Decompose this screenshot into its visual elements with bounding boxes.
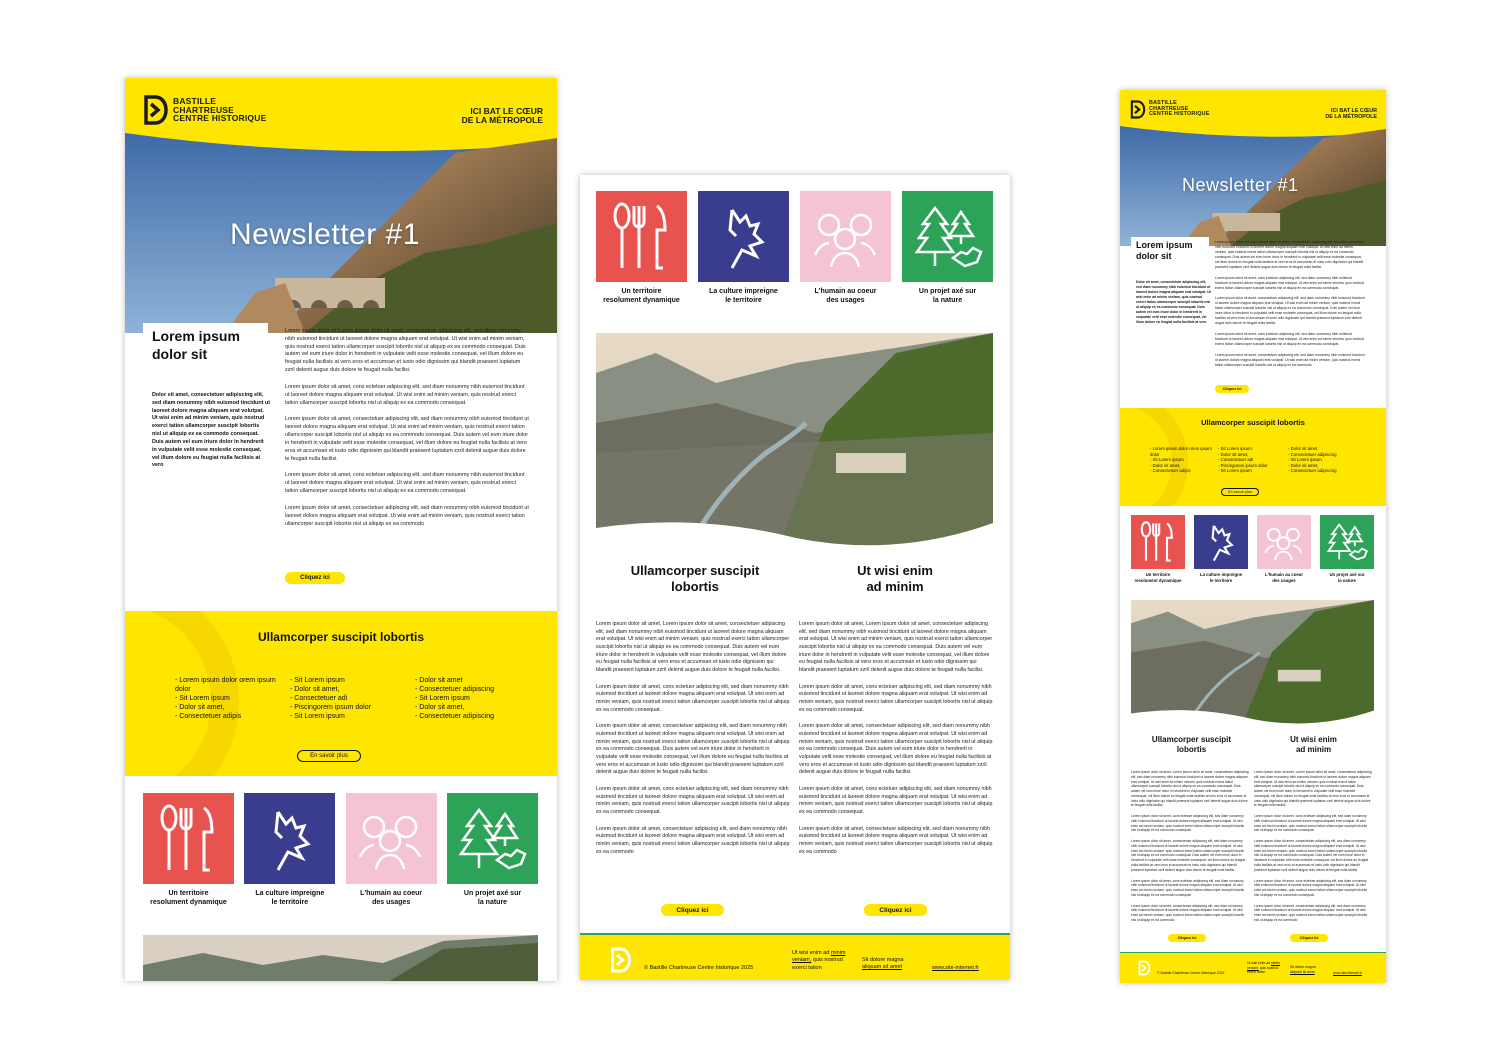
icon-label: Un projet axé sur <box>918 288 977 295</box>
list-item: - Sit Lorem ipsum <box>290 676 415 685</box>
list-item: - Consectetuer adipiscing <box>1288 452 1352 458</box>
people-icon <box>811 207 881 267</box>
list-item: - Dolor sit amet, <box>290 685 415 694</box>
left-cta-button[interactable]: Cliquez ici <box>661 904 724 916</box>
icon-card <box>1131 515 1185 583</box>
slogan-bold2: MÉTROPOLE <box>489 115 543 126</box>
intro-body <box>1215 240 1365 374</box>
cutlery-icon <box>159 804 219 874</box>
list-item: - Sit Lorem ipsum <box>1218 468 1288 474</box>
intro-body <box>285 328 530 537</box>
intro-paragraph: Lorem ipsum dolor sit amet, cons ectetuer adipiscing elit, sed diam nonummy nibh euismod tincidunt ut laoreet dolore magna aliquam erat volutpat. Ut wisi enim ad minim veniam, quis nostrud exerci tation ullamcorper suscipit lobortis nisl ut aliquip ex ea commodo consequat. <box>285 383 525 406</box>
list-item: - Sit Lorem ipsum <box>415 694 515 703</box>
right-heading-line2: ad minim <box>1295 745 1332 754</box>
body-paragraph: Lorem ipsum dolor sit amet, consectetuer adipiscing elit, sed diam nonummy nibh euismod tincidunt ut laoreet dolore magna aliquam erat volutpat. Ut wisi enim ad minim veniam, quis nostrud exerci tation ullamcorper suscipit lobortis nisl ut aliquip ex ea commodo <box>799 825 993 855</box>
body-paragraph: Lorem ipsum dolor sit amet, cons ectetuer adipiscing elit, sed diam nonummy nibh euismod tincidunt ut laoreet dolore magna aliquam erat volutpat. Ut wisi enim ad minim veniam, quis nostrud exerci tation ullamcorper suscipit lobortis nisl ut aliquip ex ea commodo consequat. <box>596 683 790 713</box>
hero-title: Newsletter #1 <box>1182 175 1299 195</box>
right-column-body <box>1254 770 1372 929</box>
valley-photo <box>596 333 993 553</box>
list-item: - Consectetuer adipiscing <box>1288 468 1352 474</box>
wolf-icon <box>714 202 774 272</box>
body-paragraph: Lorem ipsum dolor sit amet, cons ectetuer adipiscing elit, sed diam nonummy nibh euismod tincidunt ut laoreet dolore magna aliquam erat volutpat. Ut wisi enim ad minim veniam, quis nostrud exerci tation ullamcorper suscipit lobortis nisl ut aliquip ex ea commodo consequat. <box>1131 878 1245 897</box>
valley-photo <box>143 935 538 981</box>
intro-paragraph: Lorem ipsum dolor sit amet, consectetuer adipiscing elit, sed diam nonummy nibh euismod tincidunt ut laoreet dolore magna aliquam erat volutpat. Ut wisi enim ad minim veniam, quis nostrud exerci tation ullamcorper suscipit lobortis nisl ut aliquip ex ea commodo <box>1215 352 1365 367</box>
brand-line3: CENTRE HISTORIQUE <box>173 113 267 124</box>
list-item: - Consectetuer adipiscing <box>415 712 515 721</box>
intro-heading-line1: Lorem ipsum <box>1136 240 1193 250</box>
brand-logo <box>1130 100 1210 119</box>
icon-card <box>1257 515 1311 583</box>
footer-link[interactable]: aliquam sit amet <box>862 964 903 971</box>
footer-text: Sit dolore magna <box>1290 965 1316 969</box>
icon-card <box>447 793 538 907</box>
list-item: - Consectetuer adi <box>290 694 415 703</box>
yellow-lists <box>1150 446 1352 474</box>
icon-label: Un territoire <box>1145 572 1171 577</box>
learn-more-button[interactable]: En savoir plus <box>1221 488 1259 496</box>
footer-text: exerci tation <box>1247 970 1266 975</box>
intro-lead: Dolor sit amet, consectetuer adipiscing elit, sed diam nonummy nibh euismod tincidunt ut laoreet dolore magna aliquam erat volutpat. Ut wisi enim ad minim veniam, quis nostrud exerci tation ullamcorper suscipit lobortis nisl ut aliquip ex ea commodo consequat. Duis autem vel eum iriure dolor in hendrerit in vulputate velit esse molestie consequat, vel illum dolore eu feugiat nulla facilisis at vero <box>152 392 270 469</box>
trees-icon <box>1326 521 1368 563</box>
slogan-bold1: CŒUR <box>1359 108 1377 114</box>
footer-logo-icon <box>610 947 632 973</box>
icon-label: le territoire <box>271 899 309 907</box>
footer-link2[interactable] <box>862 957 904 972</box>
brand-logo <box>143 95 266 125</box>
slogan-bold1: CŒUR <box>516 106 543 116</box>
icon-label: des usages <box>372 899 411 907</box>
icon-card <box>698 191 789 305</box>
slogan <box>1325 109 1377 121</box>
intro-paragraph: Lorem ipsum dolor sit amet, consectetuer adipiscing elit, sed diam nonummy nibh euismod tincidunt ut laoreet dolore magna aliquam erat volutpat. Ut wisi enim ad minim veniam, quis nostrud exerci tation ullamcorper suscipit lobortis nisl ut aliquip ex ea commodo <box>285 504 529 527</box>
icon-card <box>902 191 993 305</box>
footer-link[interactable]: minim <box>830 950 846 956</box>
right-column-heading <box>796 563 994 596</box>
right-cta-button[interactable]: Cliquez ici <box>864 904 927 916</box>
hero-image <box>125 133 557 333</box>
icon-label: le territoire <box>1209 577 1233 583</box>
body-paragraph: Lorem ipsum dolor sit amet, cons ectetuer adipiscing elit, sed diam nonummy nibh euismod tincidunt ut laoreet dolore magna aliquam erat volutpat. Ut wisi enim ad minim veniam, quis nostrud exerci tation ullamcorper suscipit lobortis nisl ut aliquip ex ea commodo consequat. <box>596 786 790 816</box>
newsletter-desktop-preview <box>125 78 557 981</box>
slogan-bold2: MÉTROPOLE <box>1342 113 1377 120</box>
footer-link[interactable]: veniam, <box>792 957 812 964</box>
slogan-line1: ICI BAT LE <box>470 106 514 116</box>
brand-line2: CHARTREUSE <box>1149 105 1189 112</box>
intro-heading <box>152 328 240 363</box>
left-column-heading <box>596 563 794 596</box>
icon-label: resolument dynamique <box>150 899 227 907</box>
hero-title: Newsletter #1 <box>230 218 420 251</box>
icon-label: des usages <box>1272 577 1296 583</box>
body-paragraph: Lorem ipsum dolor sit amet, cons ectetuer adipiscing elit, sed diam nonummy nibh euismod tincidunt ut laoreet dolore magna aliquam erat volutpat. Ut wisi enim ad minim veniam, quis nostrud exerci tation ullamcorper suscipit lobortis nisl ut aliquip ex ea commodo consequat. <box>1131 814 1245 833</box>
body-paragraph: Lorem ipsum dolor sit amet, consectetuer adipiscing elit, sed diam nonummy nibh euismod tincidunt ut laoreet dolore magna aliquam erat volutpat. Ut wisi enim ad minim veniam, quis nostrud exerci tation ullamcorper suscipit lobortis nisl ut aliquip ex ea commodo consequat. Duis autem vel eum iriure dolor in hendrerit in vulputate velit esse molestie consequat, vel illum dolore eu feugiat nulla facilisis at vero eros et accumsan et iusto odio dignissim qui blandit praesent luptatum zzril delenit augue duis dolore te feugait nulla facilisi. <box>799 723 993 776</box>
brand-line1: BASTILLE <box>173 95 217 106</box>
icon-label: le territoire <box>725 297 762 305</box>
list-item: - Piscingorem ipsum dolor <box>1218 463 1288 469</box>
icon-card <box>596 191 687 305</box>
icon-label: La culture impreigne <box>1199 572 1243 577</box>
left-column-body <box>1131 770 1249 929</box>
footer-text: quis nostrud <box>1259 965 1279 970</box>
icon-label: Un territoire <box>621 288 662 295</box>
body-paragraph: Lorem ipsum dolor sit amet, consectetuer adipiscing elit, sed diam nonummy nibh euismod tincidunt ut laoreet dolore magna aliquam erat volutpat. Ut wisi enim ad minim veniam, quis nostrud exerci tation ullamcorper suscipit lobortis nisl ut aliquip ex ea commodo consequat. Duis autem vel eum iriure dolor in hendrerit in vulputate velit esse molestie consequat, vel illum dolore eu feugiat nulla facilisis at vero eros et accumsan et iusto odio dignissim qui blandit praesent luptatum zzril delenit augue duis dolore te feugait nulla facilisi. <box>1254 839 1368 872</box>
list-col2 <box>290 676 415 721</box>
intro-heading-line2: dolor sit <box>152 345 208 362</box>
footer-link2[interactable] <box>1290 965 1316 974</box>
people-icon <box>356 809 426 869</box>
icon-row <box>143 793 538 907</box>
footer-text: Ut wisi enim ad <box>792 950 830 956</box>
icon-label: La culture impreigne <box>709 288 778 295</box>
intro-heading-line1: Lorem ipsum <box>152 328 240 344</box>
intro-paragraph: Lorem ipsum dolor sit amet, cons ectetuer adipiscing elit, sed diam nonummy nibh euismod tincidunt ut laoreet dolore magna aliquam erat volutpat. Ut wisi enim ad minim veniam, quis nostrud exerci tation ullamcorper suscipit lobortis nisl ut aliquip ex ea commodo consequat. <box>1215 275 1364 290</box>
footer-link1[interactable] <box>792 950 846 972</box>
body-paragraph: Lorem ipsum dolor sit amet, Lorem ipsum dolor sit amet, consectetuer adipiscing elit, sed diam nonummy nibh euismod tincidunt ut laoreet dolore magna aliquam erat volutpat. Ut wisi enim ad minim veniam, quis nostrud exerci tation ullamcorper suscipit lobortis nisl ut aliquip ex ea commodo consequat. Duis autem vel eum iriure dolor in hendrerit in vulputate velit esse molestie consequat, vel illum dolore eu feugiat nulla facilisis at vero eros et accumsan et iusto odio dignissim qui blandit praesent luptatum zzril delenit augue duis dolore te feugait nulla facilisi. <box>1254 770 1372 808</box>
icon-card <box>244 793 335 907</box>
people-icon <box>1263 524 1305 560</box>
right-heading-line1: Ut wisi enim <box>857 563 933 578</box>
icon-card <box>800 191 891 305</box>
icon-card <box>1320 515 1374 583</box>
body-paragraph: Lorem ipsum dolor sit amet, cons ectetuer adipiscing elit, sed diam nonummy nibh euismod tincidunt ut laoreet dolore magna aliquam erat volutpat. Ut wisi enim ad minim veniam, quis nostrud exerci tation ullamcorper suscipit lobortis nisl ut aliquip ex ea commodo consequat. <box>799 786 993 816</box>
list-item: - Sit Lorem ipsum <box>1218 446 1288 452</box>
footer-link1[interactable] <box>1247 961 1280 975</box>
list-item: - Lorem ipsum dolor orem ipsum dolor <box>175 676 285 694</box>
intro-paragraph: Lorem ipsum dolor sit amet, consectetuer adipiscing elit, sed diam nonummy nibh euismod tincidunt ut laoreet dolore magna aliquam erat volutpat. Ut wisi enim ad minim veniam, quis nostrud exerci tation ullamcorper suscipit lobortis nisl ut aliquip ex ea commodo consequat. Duis autem vel eum iriure dolor in hendrerit in vulputate velit esse molestie consequat, vel illum dolore eu feugiat nulla facilisis at vero eros et accumsan et iusto odio dignissim qui blandit praesent luptatum zzril delenit augue duis dolore te feugait nulla facilisi. <box>285 416 529 462</box>
icon-row <box>596 191 993 305</box>
cutlery-icon <box>612 202 672 272</box>
footer-link[interactable]: aliquam sit amet <box>1290 969 1315 974</box>
slogan-line1: ICI BAT LE <box>1330 108 1359 114</box>
body-paragraph: Lorem ipsum dolor sit amet, consectetuer adipiscing elit, sed diam nonummy nibh euismod tincidunt ut laoreet dolore magna aliquam erat volutpat. Ut wisi enim ad minim veniam, quis nostrud exerci tation ullamcorper suscipit lobortis nisl ut aliquip ex ea commodo <box>1254 903 1368 922</box>
right-cta-button[interactable]: Cliquez ici <box>1290 934 1328 942</box>
list-item: - Dolor sit amet, <box>1218 452 1288 458</box>
footer-copyright: © Bastille Chartreuse Centre historique 2025 <box>1157 971 1225 975</box>
footer-website-link[interactable]: www.site-internet.fr <box>1333 971 1362 975</box>
icon-card <box>1194 515 1248 583</box>
icon-label: des usages <box>826 297 865 305</box>
body-paragraph: Lorem ipsum dolor sit amet, cons ectetuer adipiscing elit, sed diam nonummy nibh euismod tincidunt ut laoreet dolore magna aliquam erat volutpat. Ut wisi enim ad minim veniam, quis nostrud exerci tation ullamcorper suscipit lobortis nisl ut aliquip ex ea commodo consequat. <box>799 683 993 713</box>
list-col3 <box>415 676 515 721</box>
list-item: - Sit Lorem ipsum <box>290 712 415 721</box>
body-paragraph: Lorem ipsum dolor sit amet, consectetuer adipiscing elit, sed diam nonummy nibh euismod tincidunt ut laoreet dolore magna aliquam erat volutpat. Ut wisi enim ad minim veniam, quis nostrud exerci tation ullamcorper suscipit lobortis nisl ut aliquip ex ea commodo <box>1131 903 1245 922</box>
valley-illustration <box>1131 600 1374 728</box>
right-column-body <box>799 621 993 865</box>
footer-text: Sit dolore magna <box>862 957 904 963</box>
yellow-lists <box>175 676 515 721</box>
icon-label: L'humain au coeur <box>360 890 423 897</box>
right-column-heading <box>1253 735 1374 755</box>
valley-illustration <box>143 935 538 981</box>
brand-line3: CENTRE HISTORIQUE <box>1149 111 1210 118</box>
slogan <box>462 107 543 126</box>
brand-line2: CHARTREUSE <box>173 104 235 115</box>
footer-text: quis nostrud <box>812 957 843 964</box>
trees-icon <box>913 202 983 272</box>
footer-text: Ut wisi enim ad <box>1247 961 1270 965</box>
body-paragraph: Lorem ipsum dolor sit amet, cons ectetuer adipiscing elit, sed diam nonummy nibh euismod tincidunt ut laoreet dolore magna aliquam erat volutpat. Ut wisi enim ad minim veniam, quis nostrud exerci tation ullamcorper suscipit lobortis nisl ut aliquip ex ea commodo consequat. <box>1254 814 1368 833</box>
intro-paragraph: Lorem ipsum dolor sit Lorem ipsum dolor sit amet, consectetuer adipiscing elit, sed diam nonummy nibh euismod tincidunt ut laoreet dolore magna aliquam erat volutpat. Ut wisi enim ad minim veniam, quis nostrud exerci tation ullamcorper suscipit lobortis nisl ut aliquip ex ea commodo consequat. Duis autem vel eum iriure dolor in hendrerit in vulputate velit esse molestie consequat, vel illum dolore eu feugiat nulla facilisis at vero eros et accumsan et iusto odio dignissim qui blandit praesent luptatum zzril delenit augue duis dolore te feugait nulla facilisi. <box>285 328 526 374</box>
intro-paragraph: Lorem ipsum dolor sit amet, cons ectetuer adipiscing elit, sed diam nonummy nibh euismod tincidunt ut laoreet dolore magna aliquam erat volutpat. Ut wisi enim ad minim veniam, quis nostrud exerci tation ullamcorper suscipit lobortis nisl ut aliquip ex ea commodo consequat. <box>285 472 525 495</box>
intro-heading-line2: dolor sit <box>1136 251 1172 262</box>
learn-more-button[interactable]: En savoir plus <box>297 750 361 762</box>
list-item: - Sit Lorem ipsum <box>175 694 285 703</box>
list-item: - Lorem ipsum dolor orem ipsum dolor <box>1150 446 1216 457</box>
yellow-heading: Ullamcorper suscipit lobortis <box>1201 418 1305 427</box>
intro-paragraph: Lorem ipsum dolor sit amet, consectetuer adipiscing elit, sed diam nonummy nibh euismod tincidunt ut laoreet dolore magna aliquam erat volutpat. Ut wisi enim ad minim veniam, quis nostrud exerci tation ullamcorper suscipit lobortis nisl ut aliquip ex ea commodo consequat. Duis autem vel eum iriure dolor in hendrerit in vulputate velit esse molestie consequat, vel illum dolore eu feugiat nulla facilisis at vero eros et accumsan et iusto odio dignissim qui blandit praesent luptatum zzril delenit augue duis dolore te feugait nulla facilisi. <box>1215 296 1365 326</box>
list-item: - Piscingorem ipsum dolor <box>290 703 415 712</box>
icon-label: Un projet axé sur <box>1329 572 1365 577</box>
logo-icon <box>143 95 169 125</box>
icon-label: resolument dynamique <box>1134 577 1182 583</box>
list-item: - Sit Lorem ipsum <box>1288 457 1352 463</box>
right-heading-line2: ad minim <box>866 579 924 595</box>
trees-icon <box>457 804 527 874</box>
right-heading-line1: Ut wisi enim <box>1290 735 1337 744</box>
list-col2 <box>1218 446 1288 474</box>
brand-line1: BASTILLE <box>1149 99 1177 106</box>
icon-label: la nature <box>1338 577 1356 583</box>
icon-card <box>143 793 234 907</box>
footer-text: exerci tation <box>792 964 822 971</box>
left-cta-button[interactable]: Cliquez ici <box>1168 934 1206 942</box>
icon-label: Un projet axé sur <box>463 890 522 897</box>
left-heading-line1: Ullamcorper suscipit <box>1151 735 1232 744</box>
valley-illustration <box>596 333 993 553</box>
footer-link[interactable]: veniam, <box>1247 965 1259 970</box>
list-item: - Dolor sit amet, <box>175 703 285 712</box>
footer-link[interactable]: minim <box>1270 961 1280 965</box>
body-paragraph: Lorem ipsum dolor sit amet, consectetuer adipiscing elit, sed diam nonummy nibh euismod tincidunt ut laoreet dolore magna aliquam erat volutpat. Ut wisi enim ad minim veniam, quis nostrud exerci tation ullamcorper suscipit lobortis nisl ut aliquip ex ea commodo <box>596 825 790 855</box>
icon-label: resolument dynamique <box>603 297 680 305</box>
body-paragraph: Lorem ipsum dolor sit amet, Lorem ipsum dolor sit amet, consectetuer adipiscing elit, sed diam nonummy nibh euismod tincidunt ut laoreet dolore magna aliquam erat volutpat. Ut wisi enim ad minim veniam, quis nostrud exerci tation ullamcorper suscipit lobortis nisl ut aliquip ex ea commodo consequat. Duis autem vel eum iriure dolor in hendrerit in vulputate velit esse molestie consequat, vel illum dolore eu feugiat nulla facilisis at vero eros et accumsan et iusto odio dignissim qui blandit praesent luptatum zzril delenit augue duis dolore te feugait nulla facilisi. <box>1131 770 1249 808</box>
body-paragraph: Lorem ipsum dolor sit amet, consectetuer adipiscing elit, sed diam nonummy nibh euismod tincidunt ut laoreet dolore magna aliquam erat volutpat. Ut wisi enim ad minim veniam, quis nostrud exerci tation ullamcorper suscipit lobortis nisl ut aliquip ex ea commodo consequat. Duis autem vel eum iriure dolor in hendrerit in vulputate velit esse molestie consequat, vel illum dolore eu feugiat nulla facilisis at vero eros et accumsan et iusto odio dignissim qui blandit praesent luptatum zzril delenit augue duis dolore te feugait nulla facilisi. <box>596 723 790 776</box>
left-heading-line1: Ullamcorper suscipit <box>630 563 760 578</box>
icon-label: L'humain au coeur <box>1264 572 1304 577</box>
footer-logo-icon <box>1138 960 1151 976</box>
intro-heading <box>1136 240 1193 263</box>
icon-card <box>346 793 437 907</box>
left-column-heading <box>1131 735 1252 755</box>
intro-paragraph: Lorem ipsum dolor sit Lorem ipsum dolor sit amet, consectetuer adipiscing elit, sed diam nonummy nibh euismod tincidunt ut laoreet dolore magna aliquam erat volutpat. Ut wisi enim ad minim veniam, quis nostrud exerci tation ullamcorper suscipit lobortis nisl ut aliquip ex ea commodo consequat. Duis autem vel eum iriure dolor in hendrerit in vulputate velit esse molestie consequat, vel illum dolore eu feugiat nulla facilisis at vero eros et accumsan et iusto odio dignissim qui blandit praesent luptatum zzril delenit augue duis dolore te feugait nulla facilisi. <box>1215 240 1364 269</box>
intro-cta-button[interactable]: Cliquez ici <box>285 572 345 584</box>
valley-photo <box>1131 600 1374 728</box>
list-item: - Consectetuer adipis <box>175 712 285 721</box>
body-paragraph: Lorem ipsum dolor sit amet, consectetuer adipiscing elit, sed diam nonummy nibh euismod tincidunt ut laoreet dolore magna aliquam erat volutpat. Ut wisi enim ad minim veniam, quis nostrud exerci tation ullamcorper suscipit lobortis nisl ut aliquip ex ea commodo consequat. Duis autem vel eum iriure dolor in hendrerit in vulputate velit esse molestie consequat, vel illum dolore eu feugiat nulla facilisis at vero eros et accumsan et iusto odio dignissim qui blandit praesent luptatum zzril delenit augue duis dolore te feugait nulla facilisi. <box>1131 839 1245 872</box>
newsletter-desktop-preview-2 <box>580 175 1010 980</box>
icon-label: Un territoire <box>168 890 209 897</box>
left-column-body <box>596 621 790 865</box>
intro-paragraph: Lorem ipsum dolor sit amet, cons ectetuer adipiscing elit, sed diam nonummy nibh euismod tincidunt ut laoreet dolore magna aliquam erat volutpat. Ut wisi enim ad minim veniam, quis nostrud exerci tation ullamcorper suscipit lobortis nisl ut aliquip ex ea commodo consequat. <box>1215 332 1364 346</box>
icon-label: La culture impreigne <box>255 890 325 897</box>
body-paragraph: Lorem ipsum dolor sit amet, Lorem ipsum dolor sit amet, consectetuer adipiscing elit, sed diam nonummy nibh euismod tincidunt ut laoreet dolore magna aliquam erat volutpat. Ut wisi enim ad minim veniam, quis nostrud exerci tation ullamcorper suscipit lobortis nisl ut aliquip ex ea commodo consequat. Duis autem vel eum iriure dolor in hendrerit in vulputate velit esse molestie consequat, vel illum dolore eu feugiat nulla facilisis at vero eros et accumsan et iusto odio dignissim qui blandit praesent luptatum zzril delenit augue duis dolore te feugait nulla facilisi. <box>799 621 993 674</box>
list-item: - Dolor sit amet, <box>1288 463 1352 469</box>
logo-icon <box>1130 100 1146 119</box>
wolf-icon <box>1203 521 1239 563</box>
cutlery-icon <box>1140 521 1176 563</box>
left-heading-line2: lobortis <box>671 579 719 595</box>
wolf-icon <box>260 804 320 874</box>
list-item: - Consectetuer adipiscing <box>415 685 515 694</box>
icon-label: L'humain au coeur <box>814 288 877 295</box>
slogan-line2: DE LA <box>1325 113 1342 120</box>
body-paragraph: Lorem ipsum dolor sit amet, cons ectetuer adipiscing elit, sed diam nonummy nibh euismod tincidunt ut laoreet dolore magna aliquam erat volutpat. Ut wisi enim ad minim veniam, quis nostrud exerci tation ullamcorper suscipit lobortis nisl ut aliquip ex ea commodo consequat. <box>1254 878 1368 897</box>
list-col3 <box>1288 446 1352 474</box>
list-item: - Consectetuer adi <box>1218 457 1288 463</box>
body-paragraph: Lorem ipsum dolor sit amet, Lorem ipsum dolor sit amet, consectetuer adipiscing elit, sed diam nonummy nibh euismod tincidunt ut laoreet dolore magna aliquam erat volutpat. Ut wisi enim ad minim veniam, quis nostrud exerci tation ullamcorper suscipit lobortis nisl ut aliquip ex ea commodo consequat. Duis autem vel eum iriure dolor in hendrerit in vulputate velit esse molestie consequat, vel illum dolore eu feugiat nulla facilisis at vero eros et accumsan et iusto odio dignissim qui blandit praesent luptatum zzril delenit augue duis dolore te feugait nulla facilisi. <box>596 621 790 674</box>
list-col1 <box>175 676 285 721</box>
intro-cta-button[interactable]: Cliquez ici <box>1215 385 1249 393</box>
list-item: - Dolor sit amet <box>1288 446 1352 452</box>
icon-label: la nature <box>932 297 963 305</box>
newsletter-mobile-preview <box>1120 90 1386 983</box>
footer-copyright: © Bastille Chartreuse Centre historique 2025 <box>644 965 754 971</box>
icon-row <box>1131 515 1374 583</box>
list-col1 <box>1150 446 1216 474</box>
list-item: - Dolor sit amet <box>415 676 515 685</box>
footer-website-link[interactable]: www.site-internet.fr <box>932 965 979 971</box>
icon-label: la nature <box>477 899 508 907</box>
hero-image <box>1120 126 1386 246</box>
list-item: - Dolor sit amet, <box>415 703 515 712</box>
slogan-line2: DE LA <box>461 115 487 126</box>
list-item: - Dolor sit amet, <box>1150 463 1216 469</box>
list-item: - Sit Lorem ipsum <box>1150 457 1216 463</box>
list-item: - Consectetuer adipis <box>1150 468 1216 474</box>
left-heading-line2: lobortis <box>1176 745 1207 754</box>
intro-lead: Dolor sit amet, consectetuer adipiscing elit, sed diam nonummy nibh euismod tincidunt ut laoreet dolore magna aliquam erat volutpat. Ut wisi enim ad minim veniam, quis nostrud exerci tation ullamcorper suscipit lobortis nisl ut aliquip ex ea commodo consequat. Duis autem vel eum iriure dolor in hendrerit in vulputate velit esse molestie consequat, vel illum dolore eu feugiat nulla facilisis at vero <box>1136 280 1211 324</box>
yellow-heading: Ullamcorper suscipit lobortis <box>257 630 425 644</box>
